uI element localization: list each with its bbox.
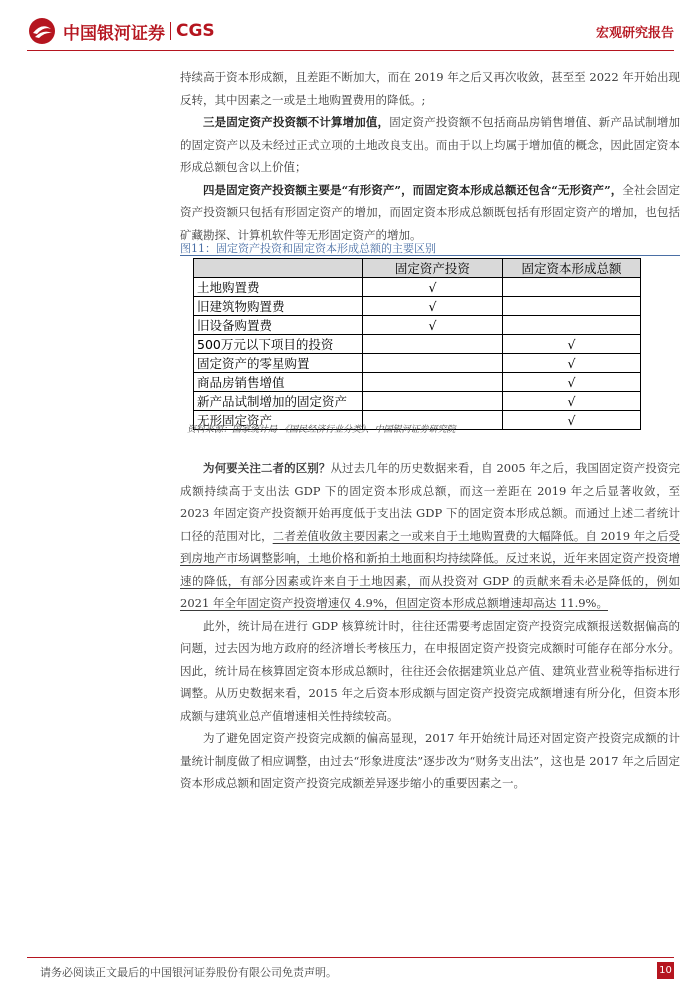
header-divider bbox=[27, 50, 674, 51]
figure-title: 图11：固定资产投资和固定资本形成总额的主要区别 bbox=[180, 242, 436, 255]
point-four-paragraph bbox=[180, 179, 680, 247]
logo bbox=[27, 16, 215, 46]
point-three-paragraph bbox=[180, 111, 680, 179]
page-number: 10 bbox=[657, 962, 674, 979]
point-four-text: 全社会固定资产投资额只包括有形固定资产的增加，而固定资本形成总额既包括有形固定资产的增加，也包括矿藏勘探、计算机软件等无形固定资产的增加。 bbox=[180, 182, 680, 242]
gfcf-check: √ bbox=[502, 392, 640, 411]
fai-check: √ bbox=[362, 316, 502, 335]
point-three-bold: 三是固定资产投资额不计算增加值， bbox=[203, 115, 390, 129]
footer-divider bbox=[27, 957, 674, 958]
row-label: 新产品试制增加的固定资产 bbox=[194, 392, 363, 411]
row-label: 500万元以下项目的投资 bbox=[194, 335, 363, 354]
gfcf-check: √ bbox=[502, 373, 640, 392]
table-row bbox=[194, 316, 641, 335]
row-label: 土地购置费 bbox=[194, 278, 363, 297]
header-gross-fixed-capital-formation: 固定资本形成总额 bbox=[502, 259, 640, 278]
header-fixed-asset-investment: 固定资产投资 bbox=[362, 259, 502, 278]
row-label: 商品房销售增值 bbox=[194, 373, 363, 392]
row-label: 固定资产的零星购置 bbox=[194, 354, 363, 373]
table-row bbox=[194, 354, 641, 373]
figure-title-rule bbox=[180, 255, 680, 256]
figure-source: 资料来源：国家统计局-《国民经济行业分类》、中国银河证券研究院 bbox=[187, 425, 456, 435]
fai-check bbox=[362, 335, 502, 354]
point-four-bold: 四是固定资产投资额主要是“有形资产”，而固定资本形成总额还包含“无形资产”， bbox=[203, 182, 623, 197]
question-bold: 为何要关注二者的区别？ bbox=[203, 461, 331, 475]
fai-check: √ bbox=[362, 278, 502, 297]
table-row bbox=[194, 373, 641, 392]
logo-separator bbox=[170, 22, 171, 40]
question-paragraph bbox=[180, 457, 680, 615]
table-row bbox=[194, 278, 641, 297]
logo-text-en: CGS bbox=[176, 21, 215, 41]
gfcf-check bbox=[502, 297, 640, 316]
table-header-row bbox=[194, 259, 641, 278]
question-text: 从过去几年的历史数据来看，自 2005 年之后，我国固定资产投资完成额持续高于支出法 GDP 下的固定资本形成总额，而这一差距在 2019 年之后显著收敛，至 2023 年固定资产投资额开始再度低于支出法 GDP 下的固定资本形成总额。而通过上述二者统计口径的范围对比， bbox=[180, 461, 680, 543]
footer-disclaimer: 请务必阅读正文最后的中国银河证券股份有限公司免责声明。 bbox=[40, 966, 337, 979]
intro-section bbox=[180, 66, 680, 246]
table-row bbox=[194, 392, 641, 411]
statistics-paragraph: 此外，统计局在进行 GDP 核算统计时，往往还需要考虑固定资产投资完成额报送数据偏高的问题，过去因为地方政府的经济增长考核压力，在申报固定资产投资完成额时可能存在部分水分。因此，统计局在核算固定资本形成总额时，往往还会依据建筑业总产值、建筑业营业税等指标进行调整。从历史数据来看，2015 年之后资本形成额与固定资产投资完成额增速有所分化，但资本形成额与建筑业总产值增速相关性持续较高。 bbox=[180, 618, 680, 723]
gfcf-check bbox=[502, 316, 640, 335]
fai-check bbox=[362, 373, 502, 392]
report-type: 宏观研究报告 bbox=[595, 26, 674, 41]
row-label: 旧建筑物购置费 bbox=[194, 297, 363, 316]
gfcf-check: √ bbox=[502, 411, 640, 430]
question-underlined-text: 二者差值收敛主要因素之一或来自于土地购置费的大幅降低。自 2019 年之后受到房地产市场调整影响，土地价格和新拍土地面积均持续降低。反过来说，近年来固定资产投资增速的降低，有部分因素或许来自于土地因素，而从投资对 GDP 的贡献来看未必是降低的，例如 2021 年全年固定资产投资增速仅 4.9%，但固定资本形成总额增速却高达 11.9%。 bbox=[180, 528, 680, 610]
gfcf-check: √ bbox=[502, 335, 640, 354]
body-section bbox=[180, 457, 680, 795]
page-header bbox=[0, 0, 700, 58]
gfcf-check: √ bbox=[502, 354, 640, 373]
gfcf-check bbox=[502, 278, 640, 297]
fai-check: √ bbox=[362, 297, 502, 316]
table-row bbox=[194, 297, 641, 316]
row-label: 旧设备购置费 bbox=[194, 316, 363, 335]
fai-check bbox=[362, 392, 502, 411]
method-paragraph: 为了避免固定资产投资完成额的偏高显现，2017 年开始统计局还对固定资产投资完成额的计量统计制度做了相应调整，由过去“形象进度法”逐步改为“财务支出法”，这也是 2017 年之后固定资本形成总额和固定资产投资完成额差异逐步缩小的重要因素之一。 bbox=[180, 731, 680, 790]
intro-paragraph-continued: 持续高于资本形成额，且差距不断加大，而在 2019 年之后又再次收敛，甚至至 2022 年开始出现反转，其中因素之一或是土地购置费用的降低。; bbox=[180, 70, 680, 107]
table-row bbox=[194, 335, 641, 354]
header-blank-cell bbox=[194, 259, 363, 278]
fai-check bbox=[362, 354, 502, 373]
cgs-logo-icon bbox=[27, 16, 57, 46]
point-three-text: 固定资产投资额不包括商品房销售增值、新产品试制增加的固定资产以及未经过正式立项的土地改良支出。而由于以上均属于增加值的概念，因此固定资本形成总额包含以上价值； bbox=[180, 115, 681, 174]
comparison-table bbox=[193, 258, 641, 430]
row-label: 无形固定资产 bbox=[194, 411, 363, 430]
logo-text-cn: 中国银河证券 bbox=[63, 23, 165, 44]
